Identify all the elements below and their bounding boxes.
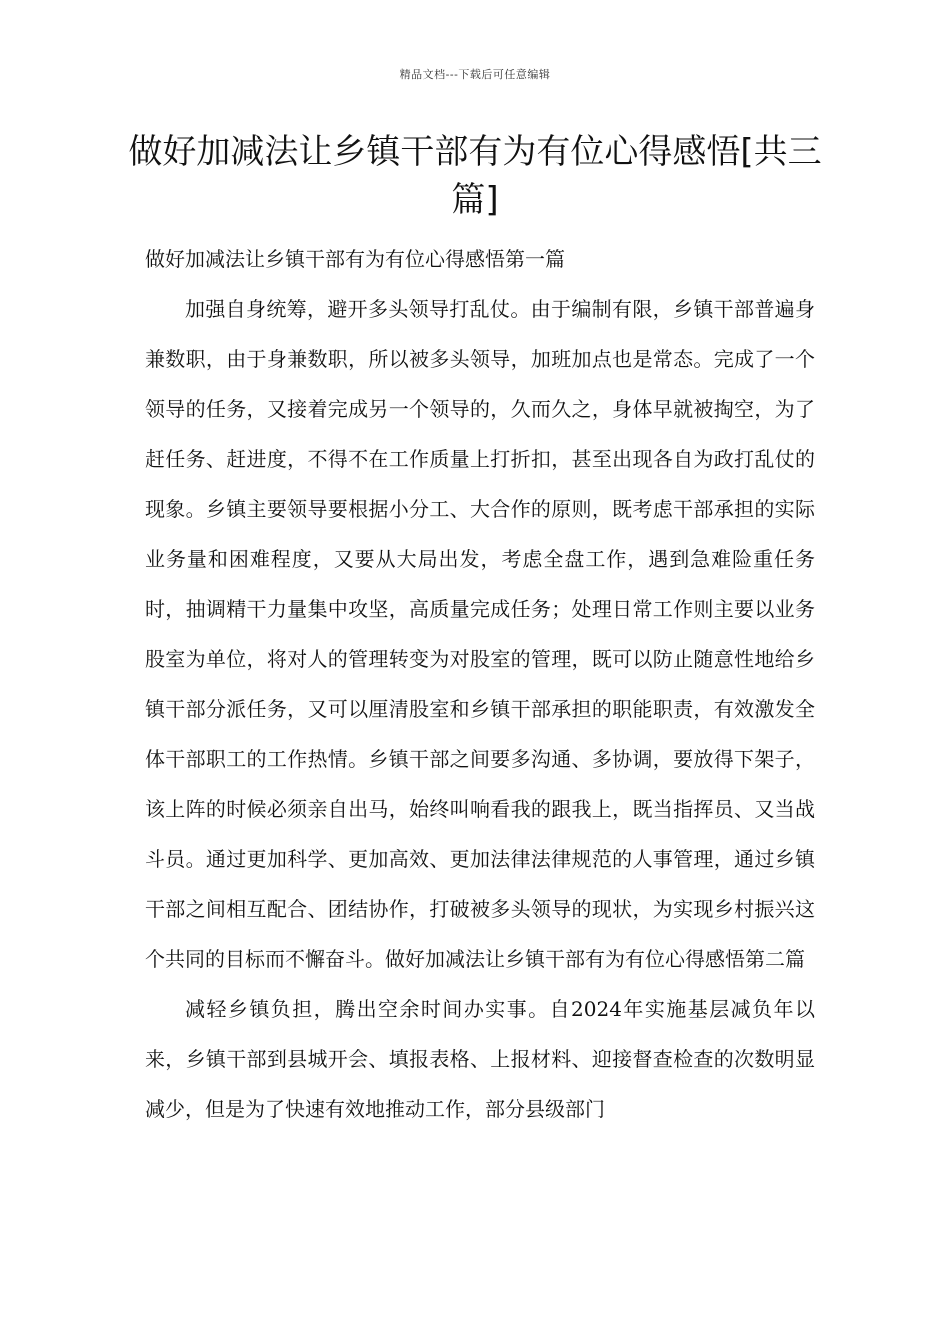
paragraph-2: 减轻乡镇负担，腾出空余时间办实事。自2024年实施基层减负年以来，乡镇干部到县城开会、填报表格、上报材料、迎接督查检查的次数明显减少，但是为了快速有效地推动工作，部分县级部门: [145, 997, 815, 1121]
paragraph-1: [145, 284, 815, 984]
header-note: 精品文档---下载后可任意编辑: [399, 68, 551, 81]
section-heading-1: 做好加减法让乡镇干部有为有位心得感悟第一篇: [145, 247, 565, 271]
paragraph-1-text: 加强自身统筹，避开多头领导打乱仗。由于编制有限，乡镇干部普遍身兼数职，由于身兼数职，所以被多头领导，加班加点也是常态。完成了一个领导的任务，又接着完成另一个领导的，久而久之，身体早就被掏空，为了赶任务、赶进度，不得不在工作质量上打折扣，甚至出现各自为政打乱仗的现象。乡镇主要领导要根据小分工、大合作的原则，既考虑干部承担的实际业务量和困难程度，又要从大局出发，考虑全盘工作，遇到急难险重任务时，抽调精干力量集中攻坚，高质量完成任务；处理日常工作则主要以业务股室为单位，将对人的管理转变为对股室的管理，既可以防止随意性地给乡镇干部分派任务，又可以厘清股室和乡镇干部承担的职能职责，有效激发全体干部职工的工作热情。乡镇干部之间要多沟通、多协调，要放得下架子，该上阵的时候必须亲自出马，始终叫响看我的跟我上，既当指挥员、又当战斗员。通过更加科学、更加高效、更加法律法律规范的人事管理，通过乡镇干部之间相互配合、团结协作，打破被多头领导的现状，为实现乡村振兴这个共同的目标而不懈奋斗。: [145, 297, 815, 971]
document-title: 做好加减法让乡镇干部有为有位心得感悟[共三篇]: [128, 132, 822, 220]
document-body: [145, 234, 815, 1134]
section-heading-2: 做好加减法让乡镇干部有为有位心得感悟第二篇: [385, 947, 805, 971]
